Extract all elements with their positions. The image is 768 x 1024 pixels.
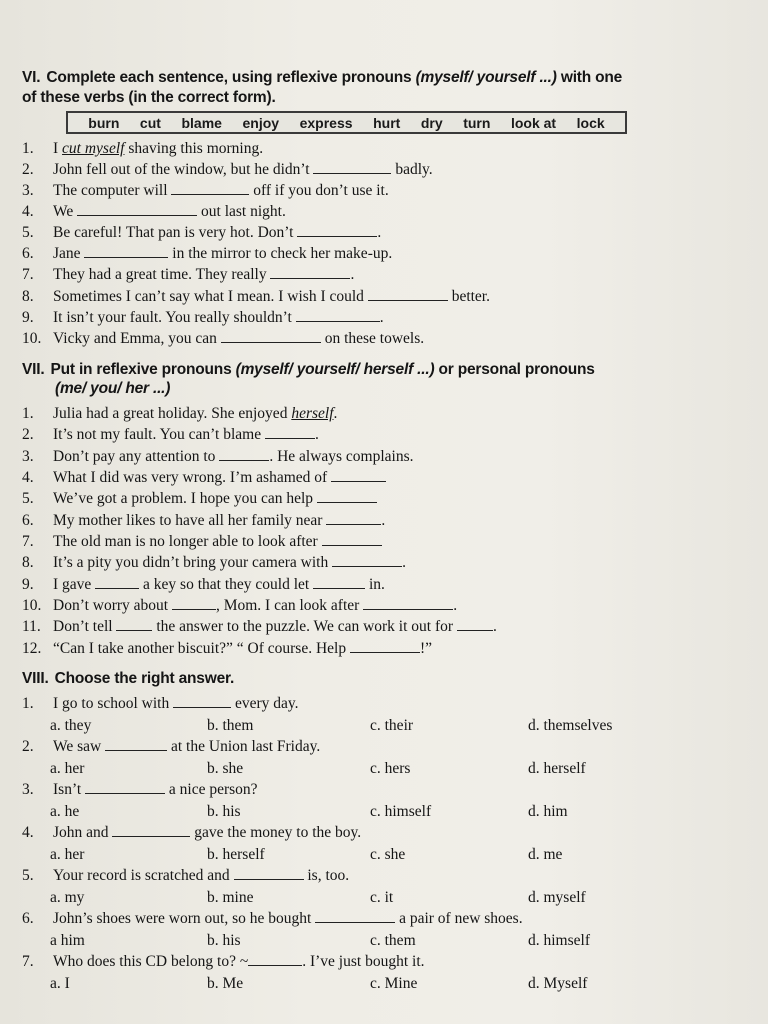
item-number: 4. xyxy=(22,203,34,220)
sentence-text: We xyxy=(53,203,78,220)
item-number: 1. xyxy=(22,140,34,157)
question-line xyxy=(22,952,752,972)
item-number: 12. xyxy=(22,640,42,657)
verb: hurt xyxy=(373,114,401,131)
sentence-text: Don’t worry about xyxy=(53,597,172,614)
verb: lock xyxy=(576,114,605,131)
item-number: 5. xyxy=(22,867,34,884)
sentence-line xyxy=(22,139,752,159)
sentence-text: . xyxy=(402,554,406,571)
answer-blank[interactable] xyxy=(350,639,420,653)
answer-blank[interactable] xyxy=(313,160,391,174)
section-6-title xyxy=(22,68,622,87)
option-a[interactable]: a. I xyxy=(50,975,70,992)
sentence-line xyxy=(22,265,752,285)
title-italic: (myself/ yourself ...) xyxy=(415,69,557,86)
verb: turn xyxy=(463,114,491,131)
sentence-text: Don’t tell xyxy=(53,618,117,635)
sentence-line xyxy=(22,511,752,531)
section-number: VIII. xyxy=(22,670,49,687)
question-line xyxy=(22,866,752,886)
option-d[interactable]: d. him xyxy=(528,803,568,820)
item-number: 9. xyxy=(22,576,34,593)
question-line xyxy=(22,909,752,929)
title-italic: (myself/ yourself/ herself ...) xyxy=(235,361,435,378)
answer-blank[interactable] xyxy=(173,694,231,708)
answer-blank[interactable] xyxy=(270,265,350,279)
sentence-text: Sometimes I can’t say what I mean. I wish I could xyxy=(53,288,368,305)
section-8-title xyxy=(22,669,234,688)
answer-blank[interactable] xyxy=(84,244,168,258)
verb: dry xyxy=(420,114,443,131)
question-text: every day. xyxy=(231,695,299,712)
option-b[interactable]: b. his xyxy=(207,803,241,820)
item-number: 5. xyxy=(22,224,34,241)
answer-blank[interactable] xyxy=(105,737,167,751)
sample-answer: herself xyxy=(291,405,334,422)
item-number: 1. xyxy=(22,695,34,712)
option-c[interactable]: c. them xyxy=(370,932,416,949)
answer-blank[interactable] xyxy=(315,909,395,923)
sentence-line xyxy=(22,308,752,328)
option-a[interactable]: a. they xyxy=(50,717,92,734)
sentence-line xyxy=(22,639,752,659)
answer-blank[interactable] xyxy=(317,489,377,503)
sentence-text: The computer will xyxy=(53,182,172,199)
sentence-text: . xyxy=(377,224,382,241)
option-a[interactable]: a. her xyxy=(50,846,85,863)
option-a[interactable]: a. he xyxy=(50,803,80,820)
sentence-text: It’s a pity you didn’t bring your camera with xyxy=(53,554,333,571)
answer-blank[interactable] xyxy=(172,596,216,610)
answer-blank[interactable] xyxy=(85,780,165,794)
option-c[interactable]: c. it xyxy=(370,889,394,906)
option-a[interactable]: a. my xyxy=(50,889,85,906)
question-text: I go to school with xyxy=(53,695,174,712)
sentence-text: . xyxy=(314,426,319,443)
verb: express xyxy=(299,114,353,131)
answer-blank[interactable] xyxy=(363,596,453,610)
answer-blank[interactable] xyxy=(112,823,190,837)
item-number: 6. xyxy=(22,910,34,927)
section-number: VII. xyxy=(22,361,45,378)
answer-blank[interactable] xyxy=(116,617,152,631)
verb: cut xyxy=(139,114,161,131)
question-text: a pair of new shoes. xyxy=(395,910,523,927)
sentence-text: . He always complains. xyxy=(269,448,414,465)
sentence-text: in the mirror to check her make-up. xyxy=(168,245,393,262)
sentence-text: the answer to the puzzle. We can work it out for xyxy=(152,618,457,635)
verb: enjoy xyxy=(242,114,280,131)
sentence-line xyxy=(22,617,752,637)
question-text: John’s shoes were worn out, so he bought xyxy=(53,910,316,927)
sentence-text: Don’t pay any attention to xyxy=(53,448,220,465)
option-b[interactable]: b. his xyxy=(207,932,241,949)
question-text: . I’ve just bought it. xyxy=(302,953,425,970)
answer-blank[interactable] xyxy=(313,575,365,589)
option-b[interactable]: b. Me xyxy=(207,975,244,992)
sentence-text: badly. xyxy=(391,161,433,178)
verb: blame xyxy=(181,114,222,131)
sentence-text: . xyxy=(381,512,386,529)
question-text: We saw xyxy=(53,738,106,755)
title-text: Choose the right answer. xyxy=(54,670,235,687)
option-d[interactable]: d. me xyxy=(528,846,563,863)
answer-blank[interactable] xyxy=(221,329,321,343)
sentence-text: off if you don’t use it. xyxy=(249,182,389,199)
answer-blank[interactable] xyxy=(368,287,448,301)
question-text: John and xyxy=(53,824,113,841)
item-number: 2. xyxy=(22,738,34,755)
option-d[interactable]: d. himself xyxy=(528,932,590,949)
verb: burn xyxy=(88,114,120,131)
option-d[interactable]: d. themselves xyxy=(528,717,613,734)
sentence-line xyxy=(22,223,752,243)
sentence-text: better. xyxy=(447,288,490,305)
sentence-text: We’ve got a problem. I hope you can help xyxy=(53,490,317,507)
question-text: at the Union last Friday. xyxy=(167,738,321,755)
sentence-line xyxy=(22,553,752,573)
sentence-text: It isn’t your fault. You really shouldn’t xyxy=(53,309,296,326)
option-c[interactable]: c. she xyxy=(370,846,406,863)
sentence-text: I xyxy=(53,140,63,157)
option-c[interactable]: c. himself xyxy=(370,803,432,820)
item-number: 11. xyxy=(22,618,41,635)
option-a[interactable]: a him xyxy=(50,932,85,949)
sentence-line xyxy=(22,575,752,595)
answer-blank[interactable] xyxy=(95,575,139,589)
answer-blank[interactable] xyxy=(265,425,315,439)
sentence-text: Julia had a great holiday. She enjoyed xyxy=(53,405,292,422)
sample-answer: cut myself xyxy=(62,140,125,157)
item-number: 10. xyxy=(22,330,42,347)
verb-box xyxy=(66,111,627,134)
sentence-text: My mother likes to have all her family near xyxy=(53,512,327,529)
answer-blank[interactable] xyxy=(297,223,377,237)
sentence-text: . xyxy=(492,618,497,635)
item-number: 8. xyxy=(22,288,34,305)
question-text: Who does this CD belong to? ~ xyxy=(53,953,249,970)
sentence-text: I gave xyxy=(53,576,96,593)
sentence-line xyxy=(22,329,752,349)
sentence-text: It’s not my fault. You can’t blame xyxy=(53,426,265,443)
sentence-text: shaving this morning. xyxy=(124,140,264,157)
item-number: 9. xyxy=(22,309,34,326)
option-b[interactable]: b. mine xyxy=(207,889,254,906)
sentence-text: a key so that they could let xyxy=(139,576,314,593)
sentence-line xyxy=(22,489,752,509)
item-number: 2. xyxy=(22,426,34,443)
item-number: 4. xyxy=(22,824,34,841)
sentence-line xyxy=(22,181,752,201)
sentence-line xyxy=(22,468,752,488)
sentence-line xyxy=(22,404,752,424)
sentence-line xyxy=(22,532,752,552)
sentence-line xyxy=(22,596,752,616)
sentence-text: . xyxy=(379,309,384,326)
answer-blank[interactable] xyxy=(296,308,380,322)
sentence-line xyxy=(22,202,752,222)
sentence-line xyxy=(22,160,752,180)
sentence-text: out last night. xyxy=(197,203,286,220)
item-number: 3. xyxy=(22,182,34,199)
item-number: 2. xyxy=(22,161,34,178)
sentence-text: . xyxy=(453,597,458,614)
answer-blank[interactable] xyxy=(248,952,302,966)
item-number: 8. xyxy=(22,554,34,571)
section-number: VI. xyxy=(22,69,41,86)
question-line xyxy=(22,823,752,843)
question-text: a nice person? xyxy=(165,781,258,798)
question-text: gave the money to the boy. xyxy=(190,824,362,841)
item-number: 4. xyxy=(22,469,34,486)
sentence-text: . xyxy=(333,405,338,422)
sentence-text: Jane xyxy=(53,245,85,262)
sentence-line xyxy=(22,244,752,264)
option-d[interactable]: d. herself xyxy=(528,760,586,777)
verb: look at xyxy=(510,114,557,131)
option-c[interactable]: c. their xyxy=(370,717,414,734)
title-text: or personal pronouns xyxy=(434,361,595,378)
sentence-text: The old man is no longer able to look after xyxy=(53,533,322,550)
sentence-line xyxy=(22,287,752,307)
answer-blank[interactable] xyxy=(219,447,269,461)
item-number: 5. xyxy=(22,490,34,507)
option-b[interactable]: b. she xyxy=(207,760,244,777)
sentence-text: “Can I take another biscuit?” “ Of course. Help xyxy=(53,640,350,657)
question-line xyxy=(22,780,752,800)
item-number: 7. xyxy=(22,533,34,550)
option-d[interactable]: d. Myself xyxy=(528,975,588,992)
section-6-title-line2: of these verbs (in the correct form). xyxy=(22,89,276,106)
sentence-text: , Mom. I can look after xyxy=(215,597,364,614)
option-c[interactable]: c. hers xyxy=(370,760,411,777)
item-number: 7. xyxy=(22,953,34,970)
answer-blank[interactable] xyxy=(77,202,197,216)
sentence-line xyxy=(22,447,752,467)
item-number: 6. xyxy=(22,245,34,262)
answer-blank[interactable] xyxy=(332,553,402,567)
option-b[interactable]: b. herself xyxy=(207,846,265,863)
item-number: 3. xyxy=(22,781,34,798)
option-b[interactable]: b. them xyxy=(207,717,254,734)
option-c[interactable]: c. Mine xyxy=(370,975,418,992)
question-text: is, too. xyxy=(303,867,350,884)
section-7-title xyxy=(22,360,595,379)
section-7-title-line2: (me/ you/ her ...) xyxy=(55,380,171,397)
item-number: 3. xyxy=(22,448,34,465)
question-text: Your record is scratched and xyxy=(53,867,234,884)
title-text: Complete each sentence, using reflexive pronouns xyxy=(46,69,416,86)
sentence-text: on these towels. xyxy=(320,330,425,347)
title-text: with one xyxy=(556,69,623,86)
answer-blank[interactable] xyxy=(326,511,381,525)
question-text: Isn’t xyxy=(53,781,86,798)
answer-blank[interactable] xyxy=(322,532,382,546)
item-number: 1. xyxy=(22,405,34,422)
question-line xyxy=(22,737,752,757)
sentence-text: What I did was very wrong. I’m ashamed of xyxy=(53,469,332,486)
option-d[interactable]: d. myself xyxy=(528,889,586,906)
item-number: 6. xyxy=(22,512,34,529)
option-a[interactable]: a. her xyxy=(50,760,85,777)
answer-blank[interactable] xyxy=(234,866,304,880)
sentence-text: !” xyxy=(419,640,433,657)
sentence-line xyxy=(22,425,752,445)
item-number: 10. xyxy=(22,597,42,614)
title-text: Put in reflexive pronouns xyxy=(50,361,236,378)
answer-blank[interactable] xyxy=(457,617,493,631)
sentence-text: Vicky and Emma, you can xyxy=(53,330,221,347)
question-line xyxy=(22,694,752,714)
sentence-text: in. xyxy=(365,576,385,593)
sentence-text: . xyxy=(350,266,355,283)
sentence-text: John fell out of the window, but he didn’t xyxy=(53,161,314,178)
answer-blank[interactable] xyxy=(171,181,249,195)
sentence-text: They had a great time. They really xyxy=(53,266,271,283)
item-number: 7. xyxy=(22,266,34,283)
answer-blank[interactable] xyxy=(331,468,386,482)
sentence-text: Be careful! That pan is very hot. Don’t xyxy=(53,224,298,241)
